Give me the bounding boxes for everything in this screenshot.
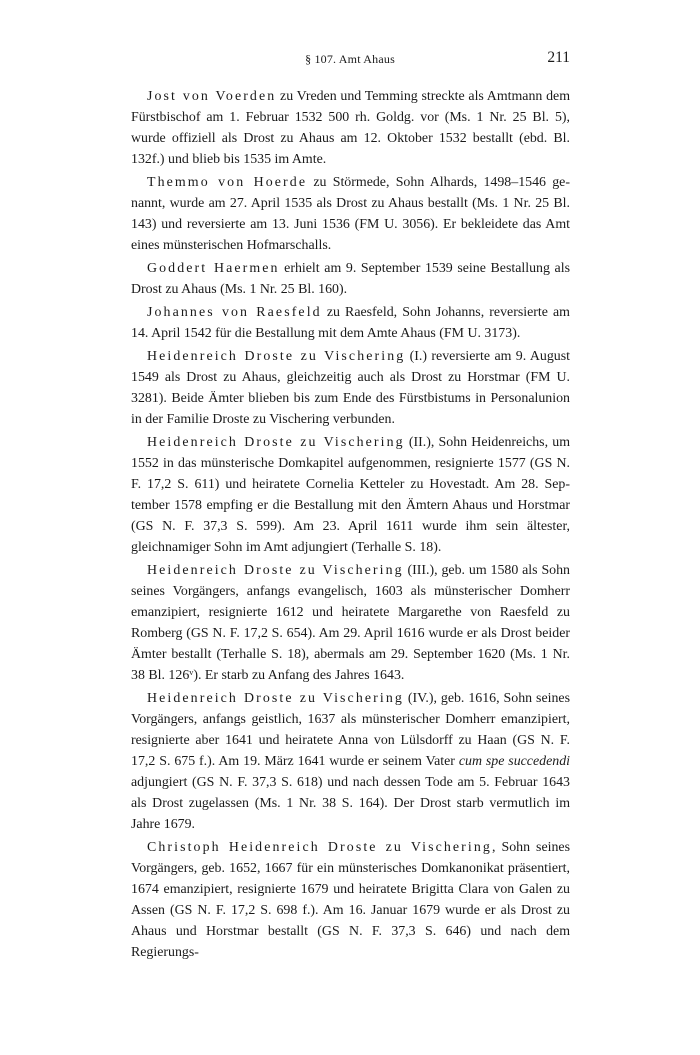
paragraph-heidenreich-iv [131, 688, 570, 835]
paragraph-christoph-heidenreich [131, 837, 570, 963]
paragraph-text: (IV.), geb. 1616, Sohn seines Vorgängers, anfangs geistlich, 1637 als münsterischer Domherr emanzipiert, resignierte aber 1641 und heiratete Anna von Lülsdorff zu Haan (GS N. F. 17,2 S. 675 f.). Am 19. März 1641 wurde er seinem Vater [131, 691, 571, 769]
person-name: Heidenreich Droste zu Vischering [147, 349, 406, 364]
paragraph-text: zu Raesfeld, Sohn Johanns, reversierte am 14. April 1542 für die Bestallung mit dem Amte Ahaus (FM U. 3173). [131, 305, 570, 341]
paragraph-text: erhielt am 9. September 1539 seine Bestallung als Drost zu Ahaus (Ms. 1 Nr. 25 Bl. 160). [131, 261, 570, 297]
paragraph-text: zu Vreden und Temming streckte als Amtmann dem Fürstbischof am 1. Februar 1532 500 rh. Goldg. vor (Ms. 1 Nr. 25 Bl. 5), wurde offiziell als Drost zu Ahaus am 12. Oktober 1532 bestallt (ebd. Bl. 132f.) und blieb bis 1535 im Amte. [131, 89, 570, 167]
section-title: § 107. Amt Ahaus [305, 52, 395, 66]
person-name: Heidenreich Droste zu Vischering [147, 691, 404, 706]
paragraph-text: , Sohn seines Vorgängers, geb. 1652, 1667 für ein münsterisches Domkanonikat präsentiert, 1674 emanzipiert, resignierte 1679 und heiratete Brigitta Clara von Galen zu Assen (GS N. F. 17,2 S. 698 f.). Am 16. Januar 1679 wurde er als Drost zu Ahaus und Horstmar bestallt (GS N. F. 37,3 S. 646) und nach dem Regierungs- [131, 840, 570, 960]
paragraph-themmo-von-hoerde [131, 172, 570, 256]
person-name: Christoph Heidenreich Droste zu Vischering [147, 840, 492, 855]
page-number: 211 [547, 49, 570, 66]
paragraph-heidenreich-iii [131, 560, 570, 686]
paragraph-johannes-von-raesfeld [131, 302, 570, 344]
person-name: Themmo von Hoerde [147, 175, 308, 190]
latin-phrase: cum spe succedendi [458, 754, 571, 769]
person-name: Heidenreich Droste zu Vischering [147, 563, 404, 578]
paragraph-heidenreich-ii [131, 432, 570, 558]
paragraph-goddert-haermen [131, 258, 570, 300]
paragraph-text: (II.), Sohn Heidenreichs, um 1552 in das münsterische Domkapitel aufgenommen, resignierte 1577 (GS N. F. 17,2 S. 611) und heiratete Cornelia Ketteler zu Hovestadt. Am 28. September 1578 empfing er die Bestallung mit den Ämtern Ahaus und Horstmar (GS N. F. 37,3 S. 599). Am 23. April 1611 wurde ihm sein ältester, gleichnamiger Sohn im Amt adjungiert (Terhalle S. 18). [131, 435, 570, 555]
running-head [130, 49, 570, 72]
body-text [131, 86, 570, 965]
paragraph-text-continued: adjungiert (GS N. F. 37,3 S. 618) und nach dessen Tode am 5. Februar 1643 als Drost zugelassen (Ms. 1 Nr. 38 S. 164). Der Drost starb vermutlich im Jahre 1679. [131, 775, 570, 832]
person-name: Heidenreich Droste zu Vischering [147, 435, 405, 450]
paragraph-text: (III.), geb. um 1580 als Sohn seines Vorgängers, anfangs evangelisch, 1603 als münsterischer Domherr emanzipiert, resignierte 1612 und heiratete Margarethe von Raesfeld zu Romberg (GS N. F. 17,2 S. 654). Am 29. April 1616 wurde er als Drost beider Ämter bestallt (Terhalle S. 18), abermals am 29. September 1620 (Ms. 1 Nr. 38 Bl. 126ᵛ). Er starb zu Anfang des Jahres 1643. [131, 563, 571, 683]
person-name: Johannes von Raesfeld [147, 305, 322, 320]
person-name: Goddert Haermen [147, 261, 280, 276]
person-name: Jost von Voerden [147, 89, 277, 104]
paragraph-heidenreich-i [131, 346, 570, 430]
paragraph-text: (I.) reversierte am 9. August 1549 als Drost zu Ahaus, gleichzeitig auch als Drost zu Horstmar (FM U. 3281). Beide Ämter blieben bis zum Ende des Fürstbistums in Personalunion in der Familie Droste zu Vischering verbunden. [131, 349, 570, 427]
paragraph-text: zu Störmede, Sohn Alhards, 1498–1546 genannt, wurde am 27. April 1535 als Drost zu Ahaus bestallt (Ms. 1 Nr. 25 Bl. 143) und reversierte am 13. Juni 1536 (FM U. 3056). Er bekleidete das Amt eines münsterischen Hofmarschalls. [131, 175, 570, 253]
paragraph-jost-von-voerden [131, 86, 570, 170]
